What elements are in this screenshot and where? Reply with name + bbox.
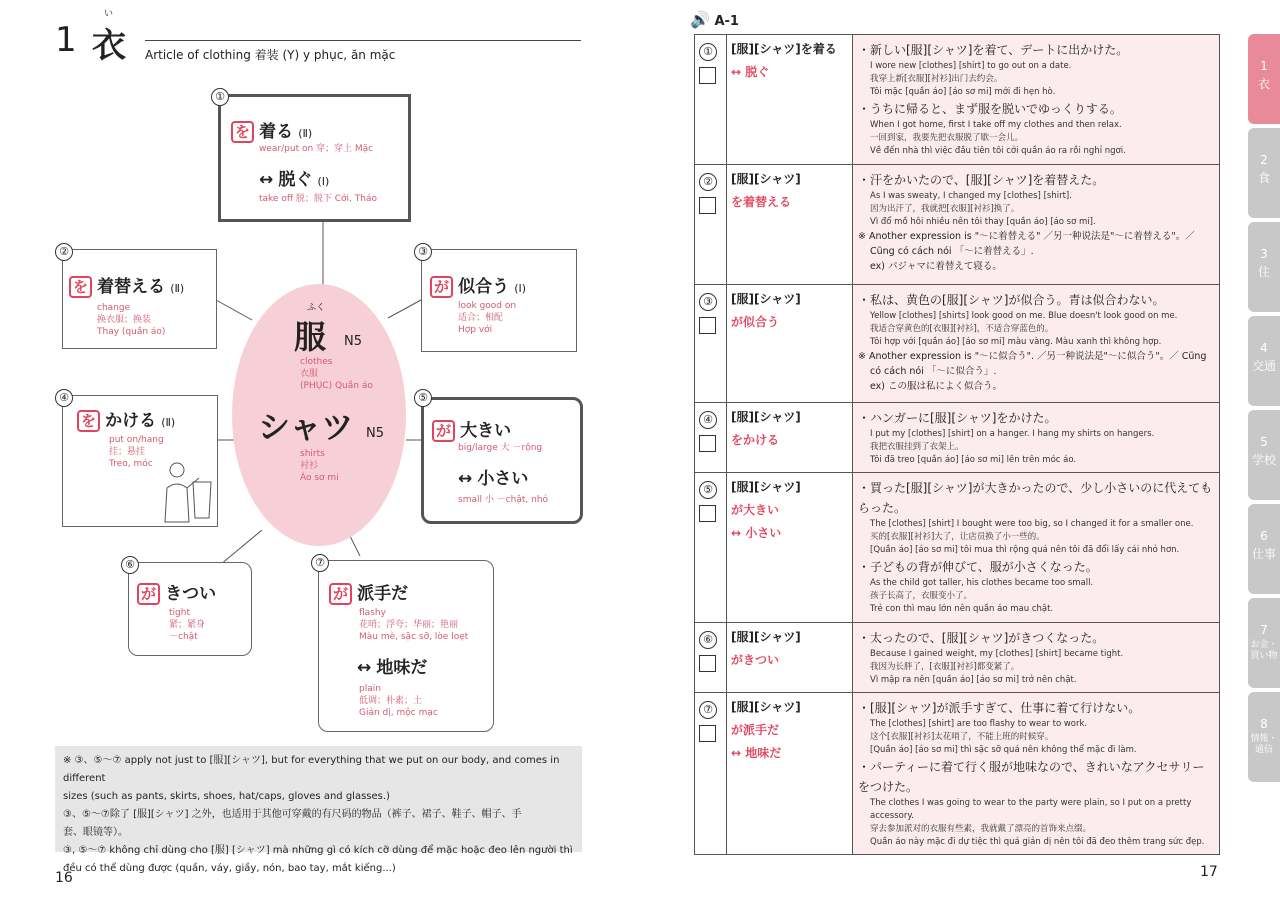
row-key-pattern: がきつい bbox=[731, 653, 780, 667]
tab-label: 学校 bbox=[1251, 453, 1276, 467]
num-badge-6: ⑥ bbox=[121, 556, 139, 574]
tab-label: 衣 bbox=[1257, 77, 1270, 91]
study-checkbox[interactable] bbox=[699, 505, 716, 522]
example-translation: 这个[衣服][衬衫]太花哨了，不能上班的时候穿。 bbox=[870, 732, 1054, 742]
trans-6-en: tight bbox=[169, 608, 190, 618]
particle-2: を bbox=[69, 276, 92, 298]
tab-label: 情報・通信 bbox=[1250, 734, 1278, 755]
example-sentence: ・うちに帰ると、まず服を脱いでゆっくりする。 bbox=[858, 102, 1122, 116]
vocab-box-4 bbox=[62, 395, 218, 527]
chapter-tab[interactable] bbox=[1248, 222, 1280, 312]
word2-level: N5 bbox=[366, 426, 384, 441]
verb-group-2: (Ⅱ) bbox=[170, 282, 185, 295]
particle-7: が bbox=[329, 583, 352, 605]
verb-2: 着替える bbox=[97, 277, 166, 297]
example-translation: Because I gained weight, my [clothes] [shirt] became tight. bbox=[870, 649, 1124, 659]
word2-trans-vi: Áo sơ mi bbox=[300, 473, 339, 483]
example-translation: The [clothes] [shirt] are too flashy to wear to work. bbox=[870, 719, 1088, 729]
example-sentence: ・子どもの背が伸びて、服が小さくなった。 bbox=[858, 560, 1098, 574]
row-number-cell bbox=[695, 403, 727, 473]
trans-4-vi: Treo, móc bbox=[109, 459, 153, 469]
verb-5: 大きい bbox=[460, 421, 512, 441]
word1-level: N5 bbox=[344, 334, 362, 349]
row-key-cell bbox=[727, 403, 853, 473]
tab-label: お金・買い物 bbox=[1250, 640, 1278, 661]
example-sentence: ・私は、黄色の[服][シャツ]が似合う。青は似合わない。 bbox=[858, 293, 1165, 307]
trans-7-vi: Màu mè, sặc sỡ, lòe loẹt bbox=[359, 632, 469, 642]
trans-3-zh: 适合；相配 bbox=[458, 313, 504, 323]
example-translation: 我因为长胖了，[衣服][衬衫]都变紧了。 bbox=[870, 662, 1020, 672]
trans-6-zh: 紧；紧身 bbox=[169, 620, 206, 630]
trans-2-zh: 换衣服；换装 bbox=[97, 315, 152, 325]
antonym-group-1: (Ⅰ) bbox=[317, 175, 330, 188]
trans-1: wear/put on 穿；穿上 Mặc bbox=[259, 144, 374, 154]
particle-1: を bbox=[231, 121, 254, 143]
example-translation: As I was sweaty, I changed my [clothes] [shirt]. bbox=[870, 191, 1072, 201]
vocab-box-7 bbox=[318, 560, 494, 732]
chapter-tab[interactable] bbox=[1248, 692, 1280, 782]
trans-7-zh: 花哨；浮夸；华丽；艳丽 bbox=[359, 620, 459, 630]
row-number: ① bbox=[699, 43, 717, 61]
row-examples-cell bbox=[853, 165, 1220, 285]
row-key-antonym: ↔ 小さい bbox=[731, 526, 782, 540]
row-number: ③ bbox=[699, 293, 717, 311]
example-translation: Vì mập ra nên [quần áo] [áo sơ mi] trở nên chật. bbox=[870, 675, 1077, 685]
word1-trans-en: clothes bbox=[300, 357, 333, 367]
example-translation: Tôi mặc [quần áo] [áo sơ mi] mới đi hẹn hò. bbox=[870, 87, 1056, 97]
row-number: ⑦ bbox=[699, 701, 717, 719]
word1-trans-vi: (PHỤC) Quần áo bbox=[300, 381, 373, 391]
example-translation: 因为出汗了，我就把[衣服][衬衫]换了。 bbox=[870, 204, 1020, 214]
tab-number: 4 bbox=[1260, 341, 1268, 355]
num-badge-5: ⑤ bbox=[414, 389, 432, 407]
row-note: ex) パジャマに着替えて寝る。 bbox=[870, 261, 1002, 272]
num-badge-3: ③ bbox=[414, 243, 432, 261]
trans-4-zh: 挂；悬挂 bbox=[109, 447, 146, 457]
tab-label: 仕事 bbox=[1251, 547, 1276, 561]
word1: 服 bbox=[294, 318, 327, 356]
chapter-tab[interactable] bbox=[1248, 410, 1280, 500]
vocab-box-3 bbox=[421, 249, 577, 352]
row-number-cell bbox=[695, 285, 727, 403]
verb-7: 派手だ bbox=[357, 584, 409, 604]
example-sentence: ・ハンガーに[服][シャツ]をかけた。 bbox=[858, 411, 1057, 425]
example-sentence: ・新しい[服][シャツ]を着て、デートに出かけた。 bbox=[858, 43, 1129, 57]
row-number-cell bbox=[695, 165, 727, 285]
row-note: ex) この服は私によく似合う。 bbox=[870, 381, 1003, 392]
particle-6: が bbox=[137, 583, 160, 605]
study-checkbox[interactable] bbox=[699, 725, 716, 742]
ant-trans-5: small 小 －chật, nhỏ bbox=[458, 495, 549, 505]
audio-track[interactable] bbox=[690, 10, 739, 29]
row-key-pattern: ↔ 脱ぐ bbox=[731, 65, 770, 79]
row-number: ⑥ bbox=[699, 631, 717, 649]
row-key: [服][シャツ] bbox=[731, 172, 801, 186]
row-key-cell bbox=[727, 35, 853, 165]
tab-number: 5 bbox=[1260, 435, 1268, 449]
particle-5: が bbox=[432, 420, 455, 442]
example-translation: Tôi hợp với [quần áo] [áo sơ mi] màu vàng. Màu xanh thì không hợp. bbox=[870, 337, 1162, 347]
tab-number: 1 bbox=[1260, 59, 1268, 73]
trans-5: big/large 大 －rộng bbox=[458, 443, 543, 453]
particle-4: を bbox=[77, 410, 100, 432]
chapter-tabs bbox=[1248, 34, 1280, 786]
example-translation: Về đến nhà thì việc đầu tiên tôi cởi quần áo ra rồi nghỉ ngơi. bbox=[870, 146, 1126, 156]
row-key-cell bbox=[727, 285, 853, 403]
page-number-right: 17 bbox=[1200, 864, 1218, 880]
chapter-tab[interactable] bbox=[1248, 598, 1280, 688]
row-note: có cách nói 「～に似合う」. bbox=[870, 366, 997, 377]
trans-4-en: put on/hang bbox=[109, 435, 164, 445]
verb-group-4: (Ⅱ) bbox=[161, 416, 176, 429]
row-key-antonym: ↔ 地味だ bbox=[731, 746, 782, 760]
chapter-number: 1 bbox=[55, 20, 77, 60]
person-hanging-clothes-illustration bbox=[159, 458, 215, 524]
example-translation: Quần áo này mặc đi dự tiệc thì quá giản dị nên tôi đã đeo thêm trang sức đẹp. bbox=[870, 837, 1205, 847]
study-checkbox[interactable] bbox=[699, 67, 716, 84]
note-line: ③、⑤〜⑦除了 [服][シャツ] 之外，也适用于其他可穿戴的有尺码的物品（裤子、裙子、鞋子、帽子、手 bbox=[63, 809, 522, 820]
example-translation: [Quần áo] [áo sơ mi] thì sặc sỡ quá nên không thể mặc đi làm. bbox=[870, 745, 1137, 755]
example-translation: [Quần áo] [áo sơ mi] tôi mua thì rộng quá nên tôi đã đổi lấy cái nhỏ hơn. bbox=[870, 545, 1180, 555]
example-translation: 我适合穿黄色的[衣服][衬衫]，不适合穿蓝色的。 bbox=[870, 324, 1054, 334]
vocab-box-6 bbox=[128, 562, 252, 656]
row-examples-cell bbox=[853, 285, 1220, 403]
word1-ruby: ふく bbox=[307, 303, 326, 313]
row-note: Cũng có cách nói 「～に着替える」. bbox=[870, 246, 1034, 257]
example-sentence: ・パーティーに着て行く服が地味なので、きれいなアクセサリーをつけた。 bbox=[858, 760, 1205, 794]
example-translation: When I got home, first I take off my clothes and then relax. bbox=[870, 120, 1122, 130]
row-examples-cell bbox=[853, 693, 1220, 855]
row-examples-cell bbox=[853, 473, 1220, 623]
word2: シャツ bbox=[258, 408, 354, 446]
study-checkbox[interactable] bbox=[699, 435, 716, 452]
row-key-cell bbox=[727, 623, 853, 693]
row-examples-cell bbox=[853, 35, 1220, 165]
study-checkbox[interactable] bbox=[699, 655, 716, 672]
row-note: ※ Another expression is "～に着替える" ／另一种说法是"～に着替える"。／ bbox=[858, 231, 1195, 242]
vocab-table bbox=[694, 34, 1220, 855]
row-key-pattern: が大きい bbox=[731, 503, 780, 517]
ant-trans-7-vi: Giản dị, mộc mạc bbox=[359, 708, 438, 718]
ant-trans-7-en: plain bbox=[359, 684, 381, 694]
row-key-cell bbox=[727, 473, 853, 623]
row-key-pattern: が派手だ bbox=[731, 723, 780, 737]
row-key-cell bbox=[727, 165, 853, 285]
example-translation: 我穿上新[衣服][衬衫]出门去约会。 bbox=[870, 74, 1003, 84]
vocab-row bbox=[695, 285, 1220, 403]
chapter-ruby: い bbox=[104, 9, 114, 19]
example-translation: 孩子长高了，衣服变小了。 bbox=[870, 591, 973, 601]
row-examples-cell bbox=[853, 623, 1220, 693]
row-number-cell bbox=[695, 35, 727, 165]
vocab-box-2 bbox=[62, 249, 217, 349]
vocab-row bbox=[695, 473, 1220, 623]
verb-group-3: (Ⅰ) bbox=[514, 282, 527, 295]
row-number-cell bbox=[695, 693, 727, 855]
example-translation: I put my [clothes] [shirt] on a hanger. I hang my shirts on hangers. bbox=[870, 429, 1155, 439]
arrow-1: ↔ bbox=[259, 170, 274, 190]
trans-2-en: change bbox=[97, 303, 131, 313]
example-translation: Vì đổ mồ hôi nhiều nên tôi thay [quần áo] [áo sơ mi]. bbox=[870, 217, 1096, 227]
center-oval bbox=[232, 284, 406, 546]
row-key: [服][シャツ] bbox=[731, 700, 801, 714]
vocab-row bbox=[695, 35, 1220, 165]
tab-label: 食 bbox=[1257, 171, 1270, 185]
page-number-left: 16 bbox=[55, 870, 73, 886]
row-key: [服][シャツ] bbox=[731, 292, 801, 306]
example-translation: 穿去参加派对的衣服有些素，我就戴了漂亮的首饰来点缀。 bbox=[870, 824, 1092, 834]
note-line: ※ ③、⑤〜⑦ apply not just to [服][シャツ], but for everything that we put on our body, and comes in different bbox=[63, 755, 560, 784]
row-note: ※ Another expression is "～に似合う". ／另一种说法是"～に似合う"。／ Cũng bbox=[858, 351, 1207, 362]
tab-label: 交通 bbox=[1251, 359, 1276, 373]
antonym-5: 小さい bbox=[477, 469, 529, 489]
vocab-row bbox=[695, 623, 1220, 693]
example-sentence: ・買った[服][シャツ]が大きかったので、少し小さいのに代えてもらった。 bbox=[858, 481, 1213, 515]
example-sentence: ・汗をかいたので、[服][シャツ]を着替えた。 bbox=[858, 173, 1105, 187]
usage-note bbox=[55, 746, 582, 874]
example-sentence: ・[服][シャツ]が派手すぎて、仕事に着て行けない。 bbox=[858, 701, 1141, 715]
antonym-7: 地味だ bbox=[376, 658, 428, 678]
example-translation: Yellow [clothes] [shirts] look good on me. Blue doesn't look good on me. bbox=[870, 311, 1178, 321]
arrow-5: ↔ bbox=[458, 469, 473, 489]
note-line: 套、眼镜等）。 bbox=[63, 827, 128, 838]
particle-3: が bbox=[430, 276, 453, 298]
trans-7-en: flashy bbox=[359, 608, 386, 618]
chapter-tab[interactable] bbox=[1248, 128, 1280, 218]
chapter-subtitle: Article of clothing 着装 (Y) y phục, ăn mặc bbox=[145, 48, 396, 62]
trans-2-vi: Thay (quần áo) bbox=[97, 327, 166, 337]
vocab-row bbox=[695, 403, 1220, 473]
row-key-pattern: を着替える bbox=[731, 195, 792, 209]
tab-number: 8 bbox=[1260, 717, 1268, 731]
vocab-row bbox=[695, 693, 1220, 855]
verb-3: 似合う bbox=[458, 277, 510, 297]
vocab-box-1 bbox=[218, 94, 411, 222]
example-translation: The clothes I was going to wear to the party were plain, so I put on a pretty accessory. bbox=[870, 798, 1192, 821]
tab-number: 6 bbox=[1260, 529, 1268, 543]
row-key: [服][シャツ]を着る bbox=[731, 42, 837, 56]
chapter-title: 衣 bbox=[92, 26, 126, 66]
row-number-cell bbox=[695, 473, 727, 623]
word2-trans-zh: 衬衫 bbox=[300, 461, 319, 471]
verb-6: きつい bbox=[165, 584, 217, 604]
verb-group-1: (Ⅱ) bbox=[298, 127, 313, 140]
num-badge-7: ⑦ bbox=[311, 554, 329, 572]
tab-label: 住 bbox=[1257, 265, 1270, 279]
tab-number: 7 bbox=[1260, 623, 1268, 637]
trans-3-vi: Hợp với bbox=[458, 325, 493, 335]
example-translation: 一回到家，我要先把衣服脱了歇一会儿。 bbox=[870, 133, 1024, 143]
trans-3-en: look good on bbox=[458, 301, 517, 311]
row-key-pattern: が似合う bbox=[731, 315, 780, 329]
row-key: [服][シャツ] bbox=[731, 410, 801, 424]
row-number: ② bbox=[699, 173, 717, 191]
vocab-box-5 bbox=[421, 397, 583, 524]
audio-label: A-1 bbox=[714, 14, 739, 29]
arrow-7: ↔ bbox=[357, 658, 372, 678]
row-key: [服][シャツ] bbox=[731, 630, 801, 644]
example-translation: 我把衣服挂到了衣架上。 bbox=[870, 442, 964, 452]
speaker-icon: 🔊 bbox=[690, 10, 710, 29]
tab-number: 3 bbox=[1260, 247, 1268, 261]
study-checkbox[interactable] bbox=[699, 317, 716, 334]
trans-6-vi: －chật bbox=[169, 632, 198, 642]
row-key: [服][シャツ] bbox=[731, 480, 801, 494]
chapter-tab[interactable] bbox=[1248, 504, 1280, 594]
note-line: sizes (such as pants, skirts, shoes, hat/caps, gloves and glasses.) bbox=[63, 791, 390, 802]
row-examples-cell bbox=[853, 403, 1220, 473]
verb-4: かける bbox=[105, 411, 157, 431]
right-page bbox=[640, 0, 1280, 900]
num-badge-4: ④ bbox=[55, 389, 73, 407]
example-translation: The [clothes] [shirt] I bought were too big, so I changed it for a smaller one. bbox=[870, 519, 1194, 529]
row-number-cell bbox=[695, 623, 727, 693]
row-key-pattern: をかける bbox=[731, 433, 780, 447]
note-line: ③, ⑤〜⑦ không chỉ dùng cho [服] [シャツ] mà những gì có kích cỡ dùng để mặc hoặc đeo lên người thì bbox=[63, 845, 573, 856]
vocab-row bbox=[695, 165, 1220, 285]
num-badge-2: ② bbox=[55, 243, 73, 261]
verb-1: 着る bbox=[259, 122, 294, 142]
chapter-tab[interactable] bbox=[1248, 34, 1280, 124]
example-translation: 买的[衣服][衬衫]大了，让店员换了小一些的。 bbox=[870, 532, 1045, 542]
example-translation: Tôi đã treo [quần áo] [áo sơ mi] lên trên móc áo. bbox=[870, 455, 1077, 465]
example-translation: As the child got taller, his clothes became too small. bbox=[870, 578, 1094, 588]
note-line: đều có thể dùng được (quần, váy, giầy, nón, bao tay, mắt kiếng...) bbox=[63, 863, 396, 874]
ant-trans-1: take off 脱；脱下 Cởi, Tháo bbox=[259, 194, 377, 204]
chapter-tab[interactable] bbox=[1248, 316, 1280, 406]
study-checkbox[interactable] bbox=[699, 197, 716, 214]
example-sentence: ・太ったので、[服][シャツ]がきつくなった。 bbox=[858, 631, 1105, 645]
word1-trans-zh: 衣服 bbox=[300, 369, 319, 379]
antonym-1: 脱ぐ bbox=[278, 170, 313, 190]
word2-trans-en: shirts bbox=[300, 449, 325, 459]
row-number: ④ bbox=[699, 411, 717, 429]
num-badge-1: ① bbox=[211, 88, 229, 106]
example-translation: I wore new [clothes] [shirt] to go out on a date. bbox=[870, 61, 1072, 71]
row-number: ⑤ bbox=[699, 481, 717, 499]
ant-trans-7-zh: 低调；朴素；土 bbox=[359, 696, 423, 706]
example-translation: Trẻ con thì mau lớn nên quần áo mau chật. bbox=[870, 604, 1054, 614]
tab-number: 2 bbox=[1260, 153, 1268, 167]
row-key-cell bbox=[727, 693, 853, 855]
